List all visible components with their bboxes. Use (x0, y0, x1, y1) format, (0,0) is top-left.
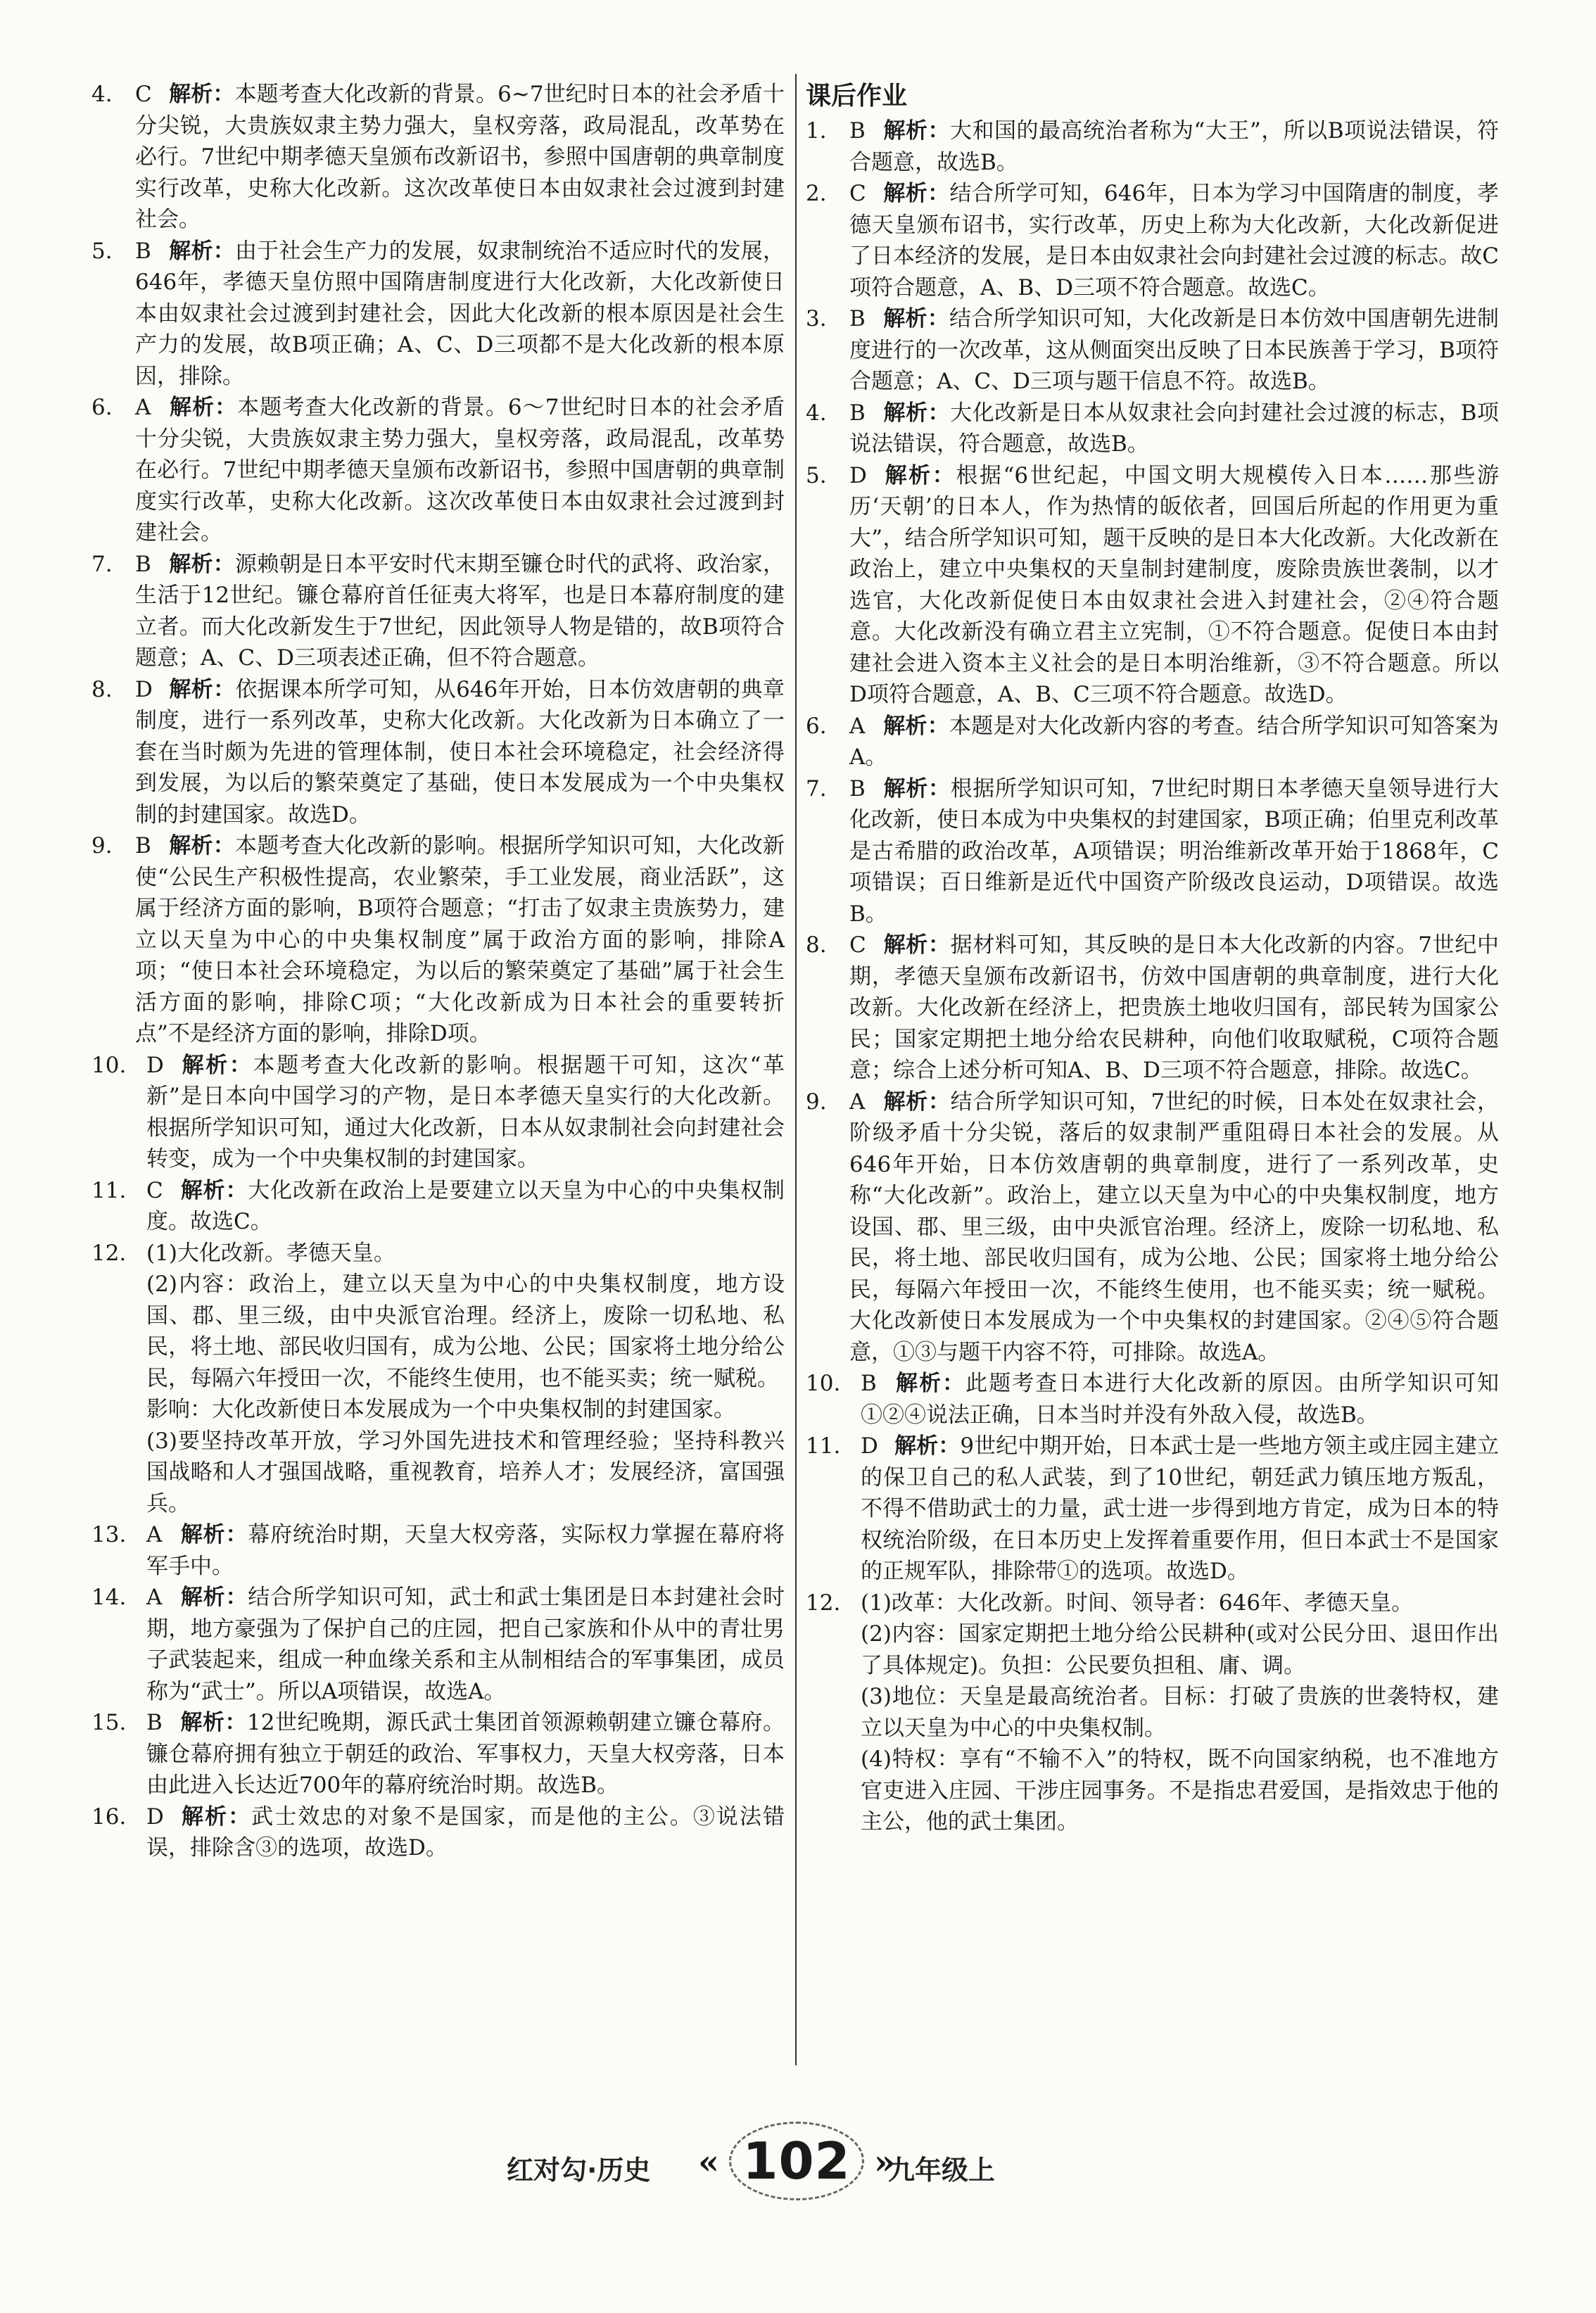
analysis-label: 解析： (883, 181, 950, 206)
answer-item (806, 178, 1499, 303)
item-number: 9. (91, 833, 113, 858)
answer-item (91, 1707, 785, 1801)
item-text: 大化改新在政治上是要建立以天皇为中心的中央集权制度。故选C。 (146, 1177, 785, 1234)
item-body (146, 1801, 785, 1864)
item-body (849, 303, 1499, 398)
item-text: (3)要坚持改革开放，学习外国先进技术和管理经验；坚持科教兴国战略和人才强国战略，重视教育，培养人才；发展经济，富国强兵。 (146, 1428, 785, 1516)
answer-letter: B (135, 833, 151, 858)
answer-item (91, 1238, 785, 1520)
item-body (135, 79, 785, 236)
item-text: (4)特权：享有“不输不入”的特权，既不向国家纳税，也不准地方官吏进入庄园、干涉庄园事务。不是指忠君爱国，是指效忠于他的主公，他的武士集团。 (861, 1747, 1499, 1834)
analysis-label: 解析： (169, 676, 236, 702)
analysis-label: 解析： (169, 395, 238, 420)
answer-item (91, 1801, 785, 1864)
right-column (806, 79, 1499, 1838)
answer-letter: B (146, 1710, 163, 1735)
item-body (849, 930, 1499, 1086)
answer-letter: B (135, 551, 151, 577)
page-number: 102 (742, 2131, 851, 2191)
footer-book-title: 红对勾·历史 (507, 2155, 651, 2186)
item-text: 结合所学知识可知，大化改新是日本仿效中国唐朝先进制度进行的一次改革，这从侧面突出反映了日本民族善于学习，B项符合题意；A、C、D三项与题干信息不符。故选B。 (849, 306, 1499, 394)
answer-letter: D (146, 1052, 164, 1078)
item-text: 结合所学知识可知，7世纪的时候，日本处在奴隶社会，阶级矛盾十分尖锐，落后的奴隶制严重阻碍日本社会的发展。从646年开始，日本仿效唐朝的典章制度，进行了一系列改革，史称“大化改新”。政治上，建立以天皇为中心的中央集权制度，地方设国、郡、里三级，由中央派官治理。经济上，废除一切私地、私民，将土地、部民收归国有，成为公地、公民；国家将土地分给公民，每隔六年授田一次，不能终生使用，也不能买卖；统一赋税。大化改新使日本发展成为一个中央集权的封建国家。②④⑤符合题意，①③与题干内容不符，可排除。故选A。 (849, 1089, 1499, 1365)
answer-item (91, 392, 785, 549)
item-body (861, 1368, 1499, 1431)
item-number: 10. (91, 1052, 127, 1078)
analysis-label: 解析： (180, 1522, 248, 1547)
answer-item (806, 460, 1499, 711)
analysis-label: 解析： (894, 1371, 966, 1396)
item-number: 2. (806, 181, 827, 206)
item-number: 5. (91, 238, 113, 264)
answer-item (91, 1175, 785, 1238)
item-text: 源赖朝是日本平安时代末期至镰仓时代的武将、政治家，生活于12世纪。镰仓幕府首任征夷大将军，也是日本幕府制度的建立者。而大化改新发生于7世纪，因此领导人物是错的，故B项符合题意；A、C、D三项表述正确，但不符合题意。 (135, 551, 785, 671)
answer-letter: A (146, 1585, 163, 1610)
item-number: 7. (806, 775, 827, 801)
item-text: (2)内容：国家定期把土地分给公民耕种(或对公民分田、退田作出了具体规定)。负担：公民要负担租、庸、调。 (861, 1621, 1499, 1678)
answer-letter: D (135, 676, 153, 702)
left-column (91, 79, 785, 1864)
item-body (849, 398, 1499, 460)
item-number: 10. (806, 1371, 841, 1396)
footer-right-arrow: » (874, 2143, 895, 2182)
answer-item (91, 1519, 785, 1582)
analysis-label: 解析： (883, 462, 956, 488)
item-body (146, 1050, 785, 1175)
item-body (135, 392, 785, 549)
item-number: 6. (91, 395, 113, 420)
answer-letter: C (849, 181, 866, 206)
analysis-label: 解析： (883, 775, 951, 801)
item-text: (3)地位：天皇是最高统治者。目标：打破了贵族的世袭特权，建立以天皇为中心的中央集权制。 (861, 1684, 1499, 1741)
answer-letter: A (849, 713, 866, 739)
item-number: 11. (91, 1177, 127, 1203)
item-body (135, 830, 785, 1050)
item-text: 本题考查大化改新的背景。6～7世纪时日本的社会矛盾十分尖锐，大贵族奴隶主势力强大，皇权旁落，政局混乱，改革势在必行。7世纪中期孝德天皇颁布改新诏书，参照中国唐朝的典章制度实行改革，史称大化改新。这次改革使日本由奴隶社会过渡到封建社会。 (135, 395, 785, 545)
item-text: 影响：大化改新使日本发展成为一个中央集权制的封建国家。 (146, 1397, 735, 1422)
item-text: 本题考查大化改新的影响。根据题干可知，这次“革新”是日本向中国学习的产物，是日本孝德天皇实行的大化改新。根据所学知识可知，通过大化改新，日本从奴隶制社会向封建社会转变，成为一个中央集权制的封建国家。 (146, 1052, 785, 1172)
item-body (849, 115, 1499, 178)
analysis-label: 解析： (883, 400, 951, 426)
item-body (135, 549, 785, 674)
analysis-label: 解析： (169, 238, 235, 264)
answer-letter: A (146, 1522, 163, 1547)
answer-letter: D (146, 1804, 164, 1830)
answer-item (91, 549, 785, 674)
answer-item (91, 674, 785, 831)
item-number: 4. (91, 82, 113, 107)
item-body (146, 1582, 785, 1707)
item-text: 结合所学知识可知，武士和武士集团是日本封建社会时期，地方豪强为了保护自己的庄园，把自己家族和仆从中的青壮男子武装起来，组成一种血缘关系和主从制相结合的军事集团，成员称为“武士”。所以A项错误，故选A。 (146, 1585, 785, 1704)
page-number-badge (729, 2122, 863, 2199)
item-text: 本题是对大化改新内容的考查。结合所学知识可知答案为A。 (849, 713, 1499, 770)
answer-item (91, 1050, 785, 1175)
answer-item (91, 830, 785, 1050)
item-body (849, 178, 1499, 303)
item-text: 由于社会生产力的发展，奴隶制统治不适应时代的发展，646年，孝德天皇仿照中国隋唐制度进行大化改新，大化改新使日本由奴隶社会过渡到封建社会，因此大化改新的根本原因是社会生产力的发展，故B项正确；A、C、D三项都不是大化改新的根本原因，排除。 (135, 238, 785, 389)
item-number: 11. (806, 1433, 841, 1459)
item-text: (2)内容：政治上，建立以天皇为中心的中央集权制度，地方设国、郡、里三级，由中央派官治理。经济上，废除一切私地、私民，将土地、部民收归国有，成为公地、公民；国家将土地分给公民，每隔六年授田一次，不能终生使用，也不能买卖；统一赋税。 (146, 1272, 785, 1391)
item-body (861, 1431, 1499, 1588)
item-text: 结合所学可知，646年，日本为学习中国隋唐的制度，孝德天皇颁布诏书，实行改革，历史上称为大化改新，大化改新促进了日本经济的发展，是日本由奴隶社会向封建社会过渡的标志。故C项符合题意，A、B、D三项不符合题意。故选C。 (849, 181, 1500, 300)
answer-letter: C (849, 932, 866, 958)
item-text: 依据课本所学可知，从646年开始，日本仿效唐朝的典章制度，进行一系列改革，史称大化改新。大化改新为日本确立了一套在当时颇为先进的管理体制，使日本社会环境稳定，社会经济得到发展，为以后的繁荣奠定了基础，使日本发展成为一个中央集权制的封建国家。故选D。 (135, 676, 785, 828)
analysis-label: 解析： (883, 306, 949, 331)
item-number: 15. (91, 1710, 127, 1735)
answer-letter: C (135, 82, 152, 107)
item-text: 大和国的最高统治者称为“大王”，所以B项说法错误，符合题意，故选B。 (849, 118, 1500, 175)
item-body (849, 773, 1499, 930)
analysis-label: 解析： (883, 713, 949, 739)
item-body (861, 1588, 1499, 1838)
item-number: 13. (91, 1522, 127, 1547)
answer-letter: B (849, 118, 866, 144)
answer-letter: A (849, 1089, 866, 1115)
item-number: 3. (806, 306, 827, 331)
item-body (849, 711, 1499, 773)
item-text: 根据“6世纪起，中国文明大规模传入日本……那些游历‘天朝’的日本人，作为热情的皈依者，回国后所起的作用更为重大”，结合所学知识可知，题干反映的是日本大化改新。大化改新在政治上，建立中央集权的天皇制封建制度，废除贵族世袭制，以才选官，大化改新促使日本由奴隶社会进入封建社会，②④符合题意。大化改新没有确立君主立宪制，①不符合题意。促使日本由封建社会进入资本主义社会的是日本明治维新，③不符合题意。所以D项符合题意，A、B、C三项不符合题意。故选D。 (849, 462, 1499, 707)
analysis-label: 解析： (883, 932, 951, 958)
item-text: 9世纪中期开始，日本武士是一些地方领主或庄园主建立的保卫自己的私人武装，到了10世纪，朝廷武力镇压地方叛乱，不得不借助武士的力量，武士进一步得到地方肯定，成为日本的特权统治阶级，在日本历史上发挥着重要作用，但日本武士不是国家的正规军队，排除带①的选项。故选D。 (861, 1433, 1499, 1584)
answer-letter: B (849, 306, 866, 331)
answer-letter: D (849, 462, 867, 488)
analysis-label: 解析： (180, 1804, 252, 1830)
item-text: (1)大化改新。孝德天皇。 (146, 1240, 395, 1266)
item-number: 1. (806, 118, 827, 144)
item-body (135, 236, 785, 393)
item-text: 本题考查大化改新的影响。根据所学知识可知，大化改新使“公民生产积极性提高，农业繁荣，手工业发展，商业活跃”，这属于经济方面的影响，B项符合题意；“打击了奴隶主贵族势力，建立以天皇为中心的中央集权制度”属于政治方面的影响，排除A项；“使日本社会环境稳定，为以后的繁荣奠定了基础”属于社会生活方面的影响，排除C项；“大化改新成为日本社会的重要转折点”不是经济方面的影响，排除D项。 (135, 833, 785, 1046)
analysis-label: 解析： (180, 1710, 248, 1735)
page-footer (0, 2115, 1596, 2199)
answer-letter: C (146, 1177, 163, 1203)
item-text: 12世纪晚期，源氏武士集团首领源赖朝建立镰仓幕府。镰仓幕府拥有独立于朝廷的政治、军事权力，天皇大权旁落，日本由此进入长达近700年的幕府统治时期。故选B。 (146, 1710, 785, 1798)
analysis-label: 解析： (169, 82, 235, 107)
item-text: (1)改革：大化改新。时间、领导者：646年、孝德天皇。 (861, 1590, 1414, 1616)
analysis-label: 解析： (180, 1052, 253, 1078)
answer-item (91, 236, 785, 393)
item-body (849, 460, 1499, 711)
item-text: 幕府统治时期，天皇大权旁落，实际权力掌握在幕府将军手中。 (146, 1522, 785, 1579)
item-number: 8. (806, 932, 827, 958)
analysis-label: 解析： (169, 551, 235, 577)
answer-item (806, 1368, 1499, 1431)
analysis-label: 解析： (883, 1089, 951, 1115)
analysis-label: 解析： (883, 118, 951, 144)
item-number: 12. (806, 1590, 841, 1616)
answer-letter: D (861, 1433, 878, 1459)
item-number: 9. (806, 1089, 827, 1115)
item-body (146, 1238, 785, 1520)
item-number: 6. (806, 713, 827, 739)
analysis-label: 解析： (180, 1585, 248, 1610)
answer-letter: B (135, 238, 151, 264)
item-text: 大化改新是日本从奴隶社会向封建社会过渡的标志，B项说法错误，符合题意，故选B。 (849, 400, 1500, 457)
column-divider (795, 74, 797, 2065)
item-number: 5. (806, 462, 827, 488)
answer-letter: B (861, 1371, 877, 1396)
analysis-label: 解析： (169, 833, 235, 858)
item-text: 武士效忠的对象不是国家，而是他的主公。③说法错误，排除含③的选项，故选D。 (146, 1804, 785, 1861)
answer-item (806, 773, 1499, 930)
item-number: 12. (91, 1240, 127, 1266)
answer-letter: B (849, 400, 866, 426)
item-text: 本题考查大化改新的背景。6~7世纪时日本的社会矛盾十分尖锐，大贵族奴隶主势力强大，皇权旁落，政局混乱，改革势在必行。7世纪中期孝德天皇颁布改新诏书，参照中国唐朝的典章制度实行改革，史称大化改新。这次改革使日本由奴隶社会过渡到封建社会。 (135, 82, 785, 232)
item-text: 据材料可知，其反映的是日本大化改新的内容。7世纪中期，孝德天皇颁布改新诏书，仿效中国唐朝的典章制度，进行大化改新。大化改新在经济上，把贵族土地收归国有，部民转为国家公民；国家定期把土地分给农民耕种，向他们收取赋税，C项符合题意；综合上述分析可知A、B、D三项不符合题意，排除。故选C。 (849, 932, 1499, 1083)
answer-item (806, 1086, 1499, 1369)
answer-item (806, 1431, 1499, 1588)
answer-letter: A (135, 395, 151, 420)
footer-grade: 九年级上 (888, 2155, 996, 2186)
footer-left-arrow: « (698, 2143, 719, 2182)
answer-item (806, 398, 1499, 460)
item-number: 16. (91, 1804, 127, 1830)
answer-item (806, 711, 1499, 773)
answer-item (806, 930, 1499, 1086)
item-body (146, 1519, 785, 1582)
analysis-label: 解析： (180, 1177, 248, 1203)
section-title: 课后作业 (806, 82, 908, 110)
answer-item (91, 1582, 785, 1707)
item-body (146, 1175, 785, 1238)
item-text: 根据所学知识可知，7世纪时期日本孝德天皇领导进行大化改新，使日本成为中央集权的封建国家，B项正确；伯里克利改革是古希腊的政治改革，A项错误；明治维新改革开始于1868年，C项错误；百日维新是近代中国资产阶级改良运动，D项错误。故选B。 (849, 775, 1499, 927)
item-number: 8. (91, 676, 113, 702)
answer-item (806, 115, 1499, 178)
answer-letter: B (849, 775, 866, 801)
item-number: 7. (91, 551, 113, 577)
answer-item (806, 1588, 1499, 1838)
item-number: 4. (806, 400, 827, 426)
item-text: 此题考查日本进行大化改新的原因。由所学知识可知①②④说法正确，日本当时并没有外敌入侵，故选B。 (861, 1371, 1499, 1428)
item-body (135, 674, 785, 831)
answer-item (806, 303, 1499, 398)
answer-item (91, 79, 785, 236)
analysis-label: 解析： (894, 1433, 961, 1459)
item-body (146, 1707, 785, 1801)
item-number: 14. (91, 1585, 127, 1610)
item-body (849, 1086, 1499, 1369)
